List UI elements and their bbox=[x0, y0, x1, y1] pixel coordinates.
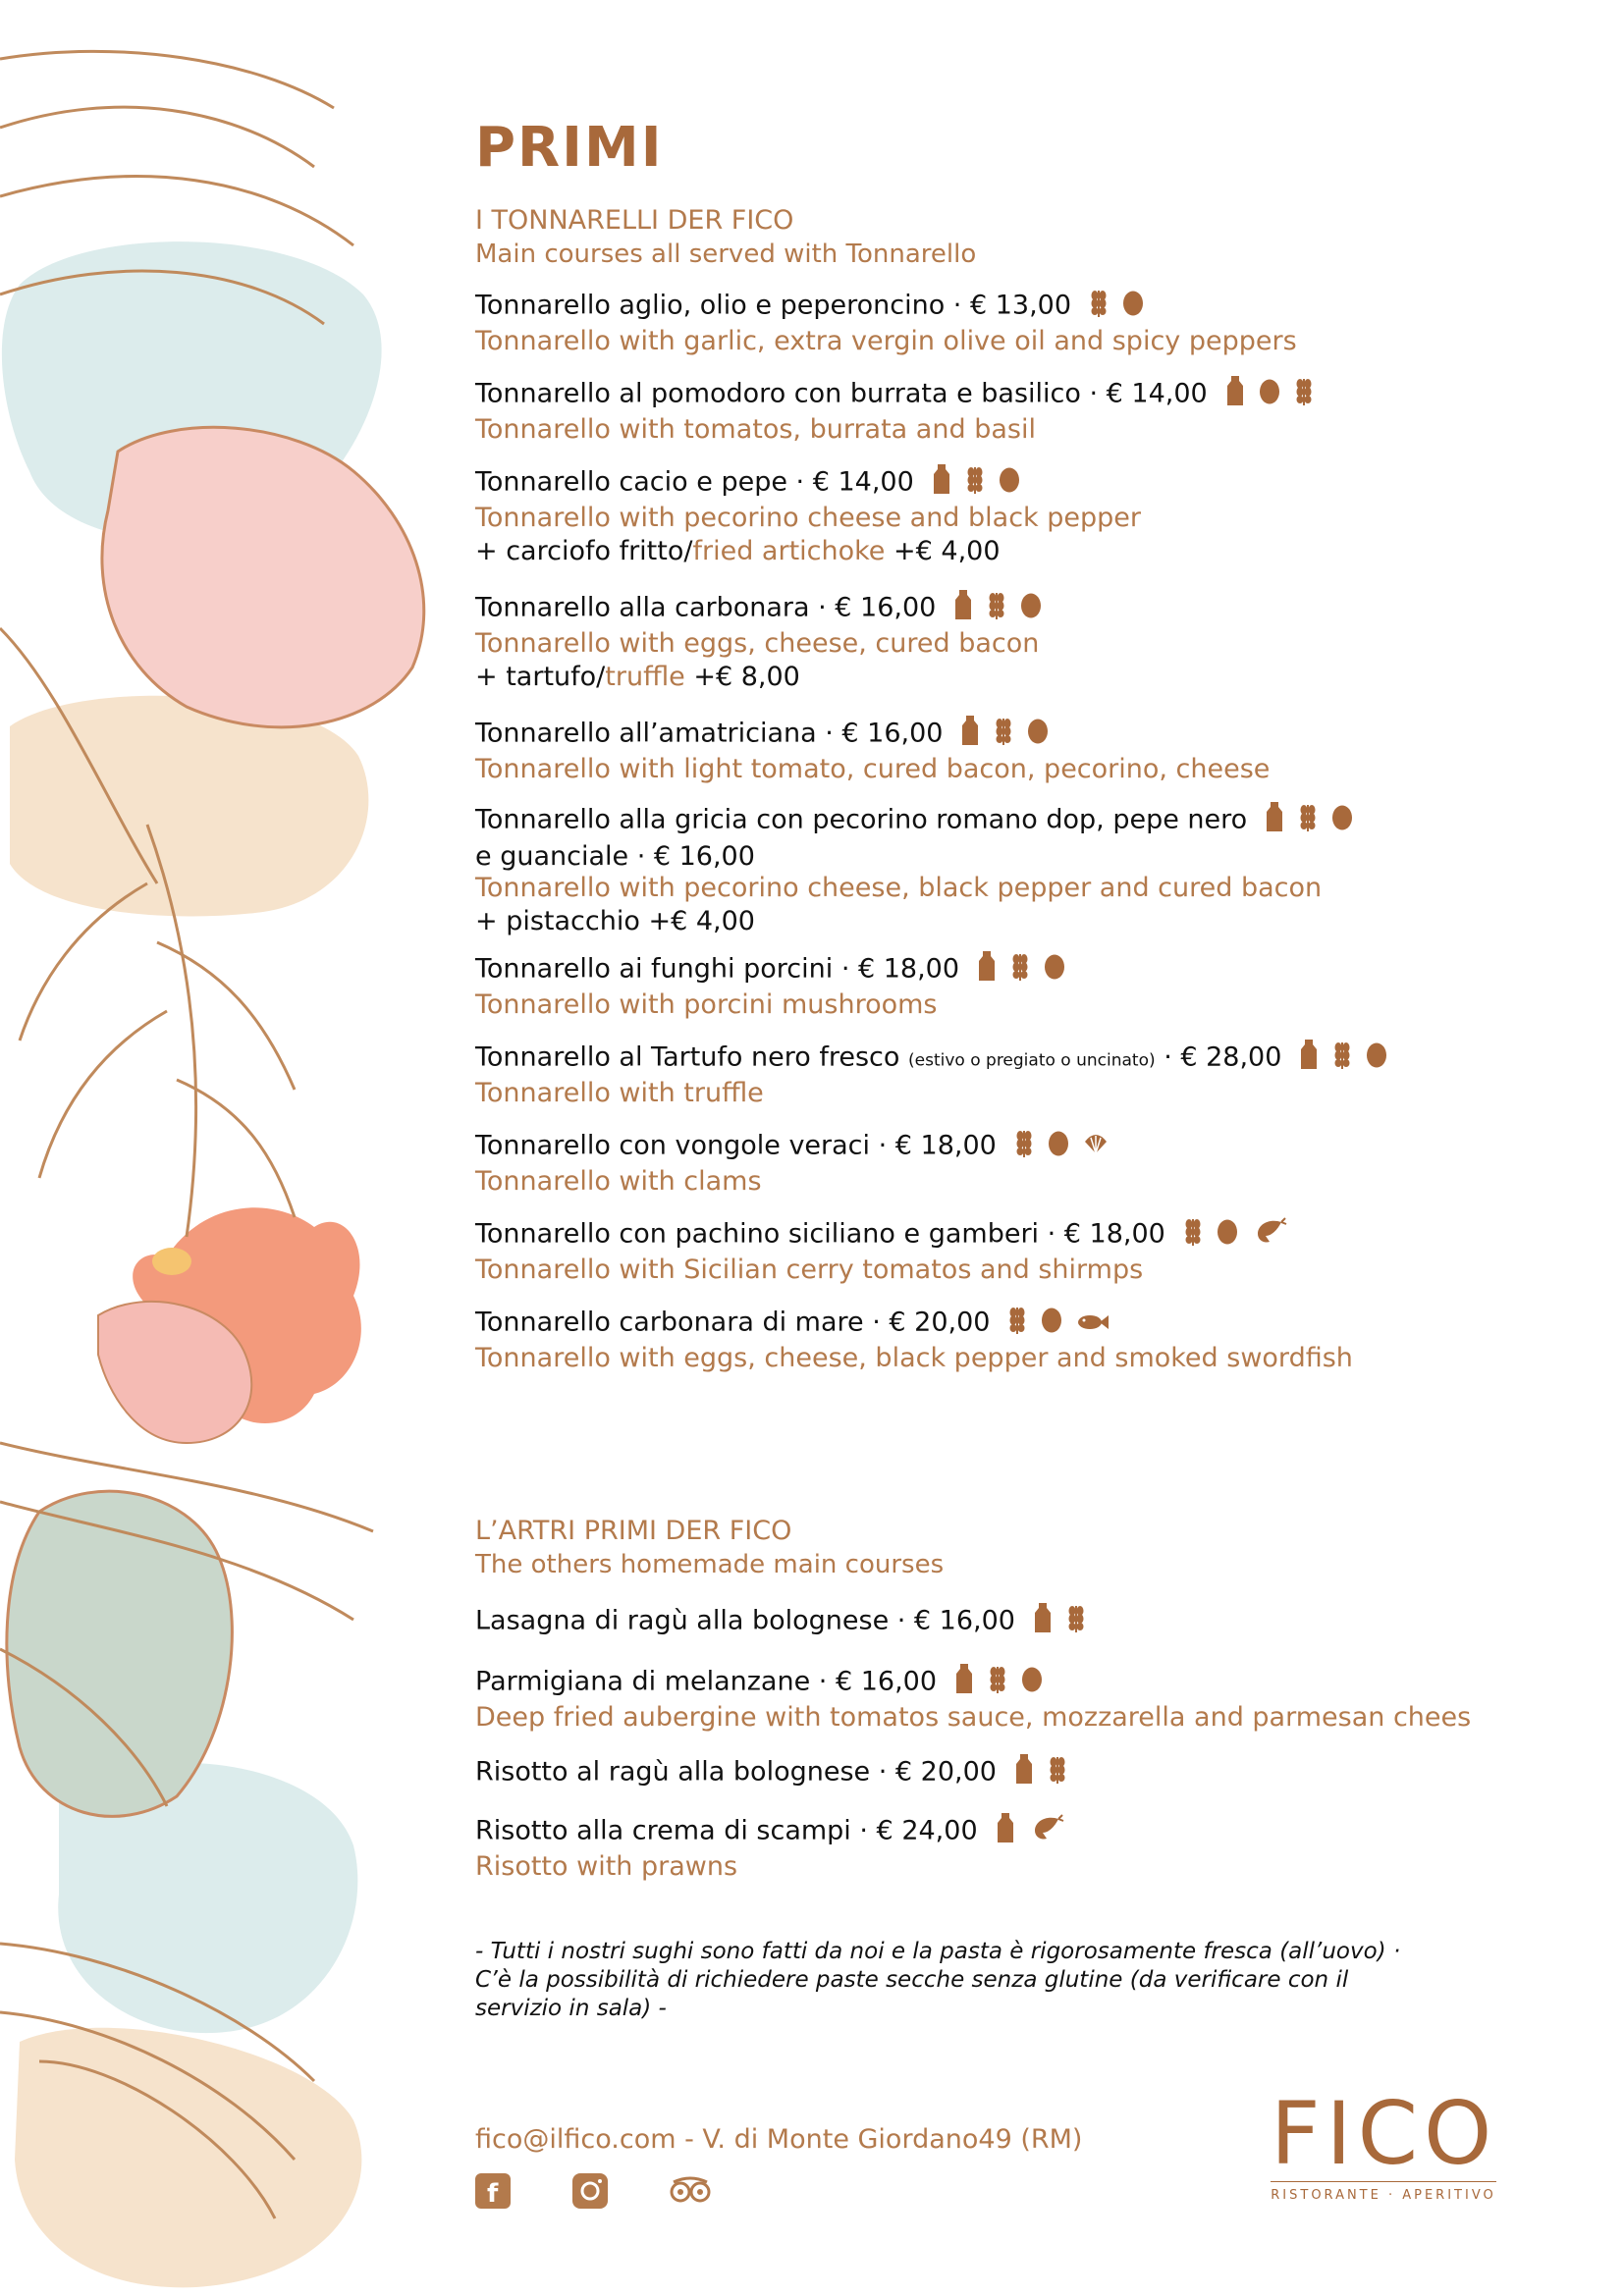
item-name-it bbox=[475, 1753, 1555, 1792]
extra-it: + pistacchio +€ 4,00 bbox=[475, 906, 755, 936]
item-name-it bbox=[475, 1039, 1555, 1078]
milk-icon bbox=[954, 1663, 974, 1702]
menu-item bbox=[475, 589, 1555, 696]
allergen-icons bbox=[1089, 287, 1158, 326]
extra-it: + tartufo/ bbox=[475, 662, 606, 692]
wheat-icon bbox=[1007, 1304, 1027, 1343]
allergen-icons bbox=[1033, 1602, 1100, 1641]
item-name-it-text: Risotto alla crema di scampi · € 24,00 bbox=[475, 1815, 978, 1846]
item-name-it bbox=[475, 375, 1555, 414]
item-name-it-text: Lasagna di ragù alla bolognese · € 16,00 bbox=[475, 1605, 1015, 1636]
egg-icon bbox=[1027, 717, 1049, 752]
item-name-it bbox=[475, 287, 1555, 326]
allergen-icons bbox=[953, 589, 1056, 628]
item-extra bbox=[475, 903, 1555, 940]
item-name-en-text: Tonnarello with eggs, cheese, cured bacon bbox=[475, 628, 1040, 659]
item-name-it bbox=[475, 801, 1555, 840]
item-name-it-text: Tonnarello ai funghi porcini · € 18,00 bbox=[475, 953, 960, 985]
menu-item bbox=[475, 1663, 1555, 1733]
extra-price: +€ 4,00 bbox=[885, 536, 1001, 566]
item-name-en-text: Tonnarello with truffle bbox=[475, 1078, 764, 1108]
item-name-en bbox=[475, 1343, 1555, 1373]
egg-icon bbox=[1366, 1041, 1387, 1076]
item-name-en bbox=[475, 754, 1555, 784]
instagram-icon[interactable] bbox=[572, 2173, 608, 2213]
item-name-it-text: Tonnarello all’amatriciana · € 16,00 bbox=[475, 718, 944, 749]
contact-info: fico@ilfico.com - V. di Monte Giordano49 (RM) bbox=[475, 2124, 1083, 2155]
item-name-it-text: Tonnarello con vongole veraci · € 18,00 bbox=[475, 1130, 997, 1161]
allergen-icons bbox=[1225, 375, 1327, 414]
wheat-icon bbox=[987, 589, 1006, 628]
allergen-icons bbox=[977, 950, 1079, 989]
allergen-icons bbox=[960, 715, 1062, 754]
shell-icon bbox=[1083, 1131, 1109, 1163]
item-name-en bbox=[475, 1702, 1555, 1733]
menu-item bbox=[475, 715, 1555, 784]
wheat-icon bbox=[1014, 1127, 1034, 1166]
item-name-it-text: Tonnarello alla carbonara · € 16,00 bbox=[475, 592, 937, 623]
item-name-it-text: Tonnarello al Tartufo nero fresco bbox=[475, 1041, 900, 1073]
item-name-en bbox=[475, 414, 1555, 445]
extra-price: +€ 8,00 bbox=[684, 662, 800, 692]
item-name-it bbox=[475, 950, 1555, 989]
menu-item bbox=[475, 463, 1555, 570]
allergen-icons bbox=[996, 1812, 1078, 1851]
item-name-it bbox=[475, 1304, 1555, 1343]
item-name-it-text: Tonnarello aglio, olio e peperoncino · € 13,00 bbox=[475, 290, 1072, 321]
page-title: PRIMI bbox=[475, 116, 664, 180]
item-name-it-text: Tonnarello cacio e pepe · € 14,00 bbox=[475, 466, 914, 498]
item-name-en-text: Tonnarello with light tomato, cured bacon, pecorino, cheese bbox=[475, 754, 1271, 784]
logo-tagline: RISTORANTE · APERITIVO bbox=[1271, 2188, 1496, 2203]
footnote-line: - Tutti i nostri sughi sono fatti da noi e la pasta è rigorosamente fresca (all’uovo) · bbox=[475, 1939, 1401, 1964]
menu-item bbox=[475, 950, 1555, 1020]
wheat-icon bbox=[1066, 1602, 1086, 1641]
item-name-en bbox=[475, 1255, 1555, 1285]
item-name-en-text: Tonnarello with pecorino cheese and black pepper bbox=[475, 503, 1142, 533]
wheat-icon bbox=[1332, 1039, 1352, 1078]
item-name-en bbox=[475, 503, 1555, 533]
menu-item bbox=[475, 375, 1555, 445]
item-name-en-text: Tonnarello with porcini mushrooms bbox=[475, 989, 938, 1020]
section-heading: L’ARTRI PRIMI DER FICO bbox=[475, 1516, 792, 1546]
milk-icon bbox=[960, 715, 980, 754]
item-name-en bbox=[475, 873, 1555, 903]
allergen-icons bbox=[1265, 801, 1367, 840]
milk-icon bbox=[1299, 1039, 1319, 1078]
wheat-icon bbox=[1048, 1753, 1067, 1792]
item-name-it bbox=[475, 1663, 1555, 1702]
milk-icon bbox=[953, 589, 973, 628]
wheat-icon bbox=[1298, 801, 1318, 840]
item-name-it-text: Tonnarello alla gricia con pecorino romano dop, pepe nero bbox=[475, 804, 1248, 835]
allergen-icons bbox=[1007, 1304, 1123, 1343]
milk-icon bbox=[932, 463, 951, 503]
item-note: (estivo o pregiato o uncinato) bbox=[908, 1050, 1156, 1071]
item-name-it-text: Tonnarello al pomodoro con burrata e basilico · € 14,00 bbox=[475, 378, 1208, 409]
item-name-it-text: Tonnarello con pachino siciliano e gamberi · € 18,00 bbox=[475, 1218, 1165, 1250]
item-name-it bbox=[475, 1602, 1555, 1641]
fico-logo bbox=[1271, 2083, 1498, 2203]
item-name-en bbox=[475, 326, 1555, 356]
item-name-en-text: Risotto with prawns bbox=[475, 1851, 738, 1882]
menu-item bbox=[475, 801, 1555, 940]
wheat-icon bbox=[1089, 287, 1109, 326]
logo-word: FICO bbox=[1271, 2083, 1498, 2184]
item-name-en-text: Tonnarello with Sicilian cerry tomatos and shirmps bbox=[475, 1255, 1144, 1285]
egg-icon bbox=[1048, 1129, 1069, 1164]
item-name-en-text: Tonnarello with tomatos, burrata and basil bbox=[475, 414, 1036, 445]
milk-icon bbox=[996, 1812, 1015, 1851]
item-name-en-text: Tonnarello with garlic, extra vergin olive oil and spicy peppers bbox=[475, 326, 1297, 356]
egg-icon bbox=[1217, 1217, 1238, 1253]
egg-icon bbox=[1041, 1306, 1062, 1341]
allergen-icons bbox=[932, 463, 1034, 503]
egg-icon bbox=[1259, 377, 1280, 412]
allergen-icons bbox=[1014, 1127, 1122, 1166]
item-name-it bbox=[475, 589, 1555, 628]
item-name-it bbox=[475, 840, 1555, 873]
milk-icon bbox=[1225, 375, 1245, 414]
allergen-icons bbox=[1014, 1753, 1081, 1792]
egg-icon bbox=[1021, 1665, 1043, 1700]
menu-item bbox=[475, 287, 1555, 356]
egg-icon bbox=[1020, 591, 1042, 626]
svg-text:f: f bbox=[487, 2179, 499, 2209]
item-extra bbox=[475, 533, 1555, 570]
item-name-en-text: Deep fried aubergine with tomatos sauce, mozzarella and parmesan chees bbox=[475, 1702, 1472, 1733]
extra-it: + carciofo fritto/ bbox=[475, 536, 693, 566]
item-name-en-text: Tonnarello with pecorino cheese, black pepper and cured bacon bbox=[475, 873, 1323, 903]
tripadvisor-icon[interactable] bbox=[670, 2176, 711, 2210]
footnote-line: servizio in sala) - bbox=[475, 1996, 667, 2021]
social-links bbox=[475, 2173, 768, 2213]
item-name-it bbox=[475, 1812, 1555, 1851]
item-name-en bbox=[475, 989, 1555, 1020]
item-name-it bbox=[475, 1127, 1555, 1166]
section-subheading: The others homemade main courses bbox=[475, 1550, 945, 1579]
item-extra bbox=[475, 659, 1555, 696]
item-name-it bbox=[475, 463, 1555, 503]
footnote bbox=[475, 1938, 1418, 2023]
extra-en: truffle bbox=[605, 662, 685, 692]
item-name-en bbox=[475, 628, 1555, 659]
milk-icon bbox=[1033, 1602, 1053, 1641]
egg-icon bbox=[1122, 289, 1144, 324]
item-name-it-text: e guanciale · € 16,00 bbox=[475, 841, 755, 872]
item-name-it bbox=[475, 715, 1555, 754]
shrimp-icon bbox=[1029, 1813, 1064, 1850]
item-name-en-text: Tonnarello with clams bbox=[475, 1166, 762, 1197]
wheat-icon bbox=[1294, 375, 1314, 414]
menu-item bbox=[475, 1602, 1555, 1641]
allergen-icons bbox=[1299, 1039, 1401, 1078]
menu-item bbox=[475, 1753, 1555, 1792]
section-heading: I TONNARELLI DER FICO bbox=[475, 205, 794, 236]
wheat-icon bbox=[1183, 1215, 1203, 1255]
menu-item bbox=[475, 1215, 1555, 1285]
extra-en: fried artichoke bbox=[692, 536, 886, 566]
egg-icon bbox=[1331, 803, 1353, 838]
milk-icon bbox=[1265, 801, 1284, 840]
menu-item bbox=[475, 1127, 1555, 1197]
item-name-it-text: Parmigiana di melanzane · € 16,00 bbox=[475, 1666, 938, 1697]
menu-item bbox=[475, 1304, 1555, 1373]
wheat-icon bbox=[988, 1663, 1007, 1702]
footnote-line: C’è la possibilità di richiedere paste secche senza glutine (da verificare con il bbox=[475, 1967, 1349, 1993]
item-name-en-text: Tonnarello with eggs, cheese, black pepper and smoked swordfish bbox=[475, 1343, 1353, 1373]
item-name-it-text: Risotto al ragù alla bolognese · € 20,00 bbox=[475, 1756, 997, 1788]
section-subheading: Main courses all served with Tonnarello bbox=[475, 240, 977, 269]
shrimp-icon bbox=[1252, 1216, 1287, 1254]
fish-icon bbox=[1076, 1308, 1110, 1340]
facebook-icon[interactable] bbox=[475, 2173, 511, 2213]
item-name-en bbox=[475, 1851, 1555, 1882]
milk-icon bbox=[1014, 1753, 1034, 1792]
menu-item bbox=[475, 1039, 1555, 1108]
menu-item bbox=[475, 1812, 1555, 1882]
allergen-icons bbox=[954, 1663, 1056, 1702]
wheat-icon bbox=[1010, 950, 1030, 989]
item-name-en bbox=[475, 1078, 1555, 1108]
wheat-icon bbox=[994, 715, 1013, 754]
allergen-icons bbox=[1183, 1215, 1301, 1255]
item-name-en bbox=[475, 1166, 1555, 1197]
egg-icon bbox=[999, 465, 1020, 501]
item-name-it-text: Tonnarello carbonara di mare · € 20,00 bbox=[475, 1307, 991, 1338]
item-price: · € 28,00 bbox=[1155, 1041, 1282, 1073]
milk-icon bbox=[977, 950, 997, 989]
wheat-icon bbox=[965, 463, 985, 503]
egg-icon bbox=[1044, 952, 1065, 988]
item-name-it bbox=[475, 1215, 1555, 1255]
